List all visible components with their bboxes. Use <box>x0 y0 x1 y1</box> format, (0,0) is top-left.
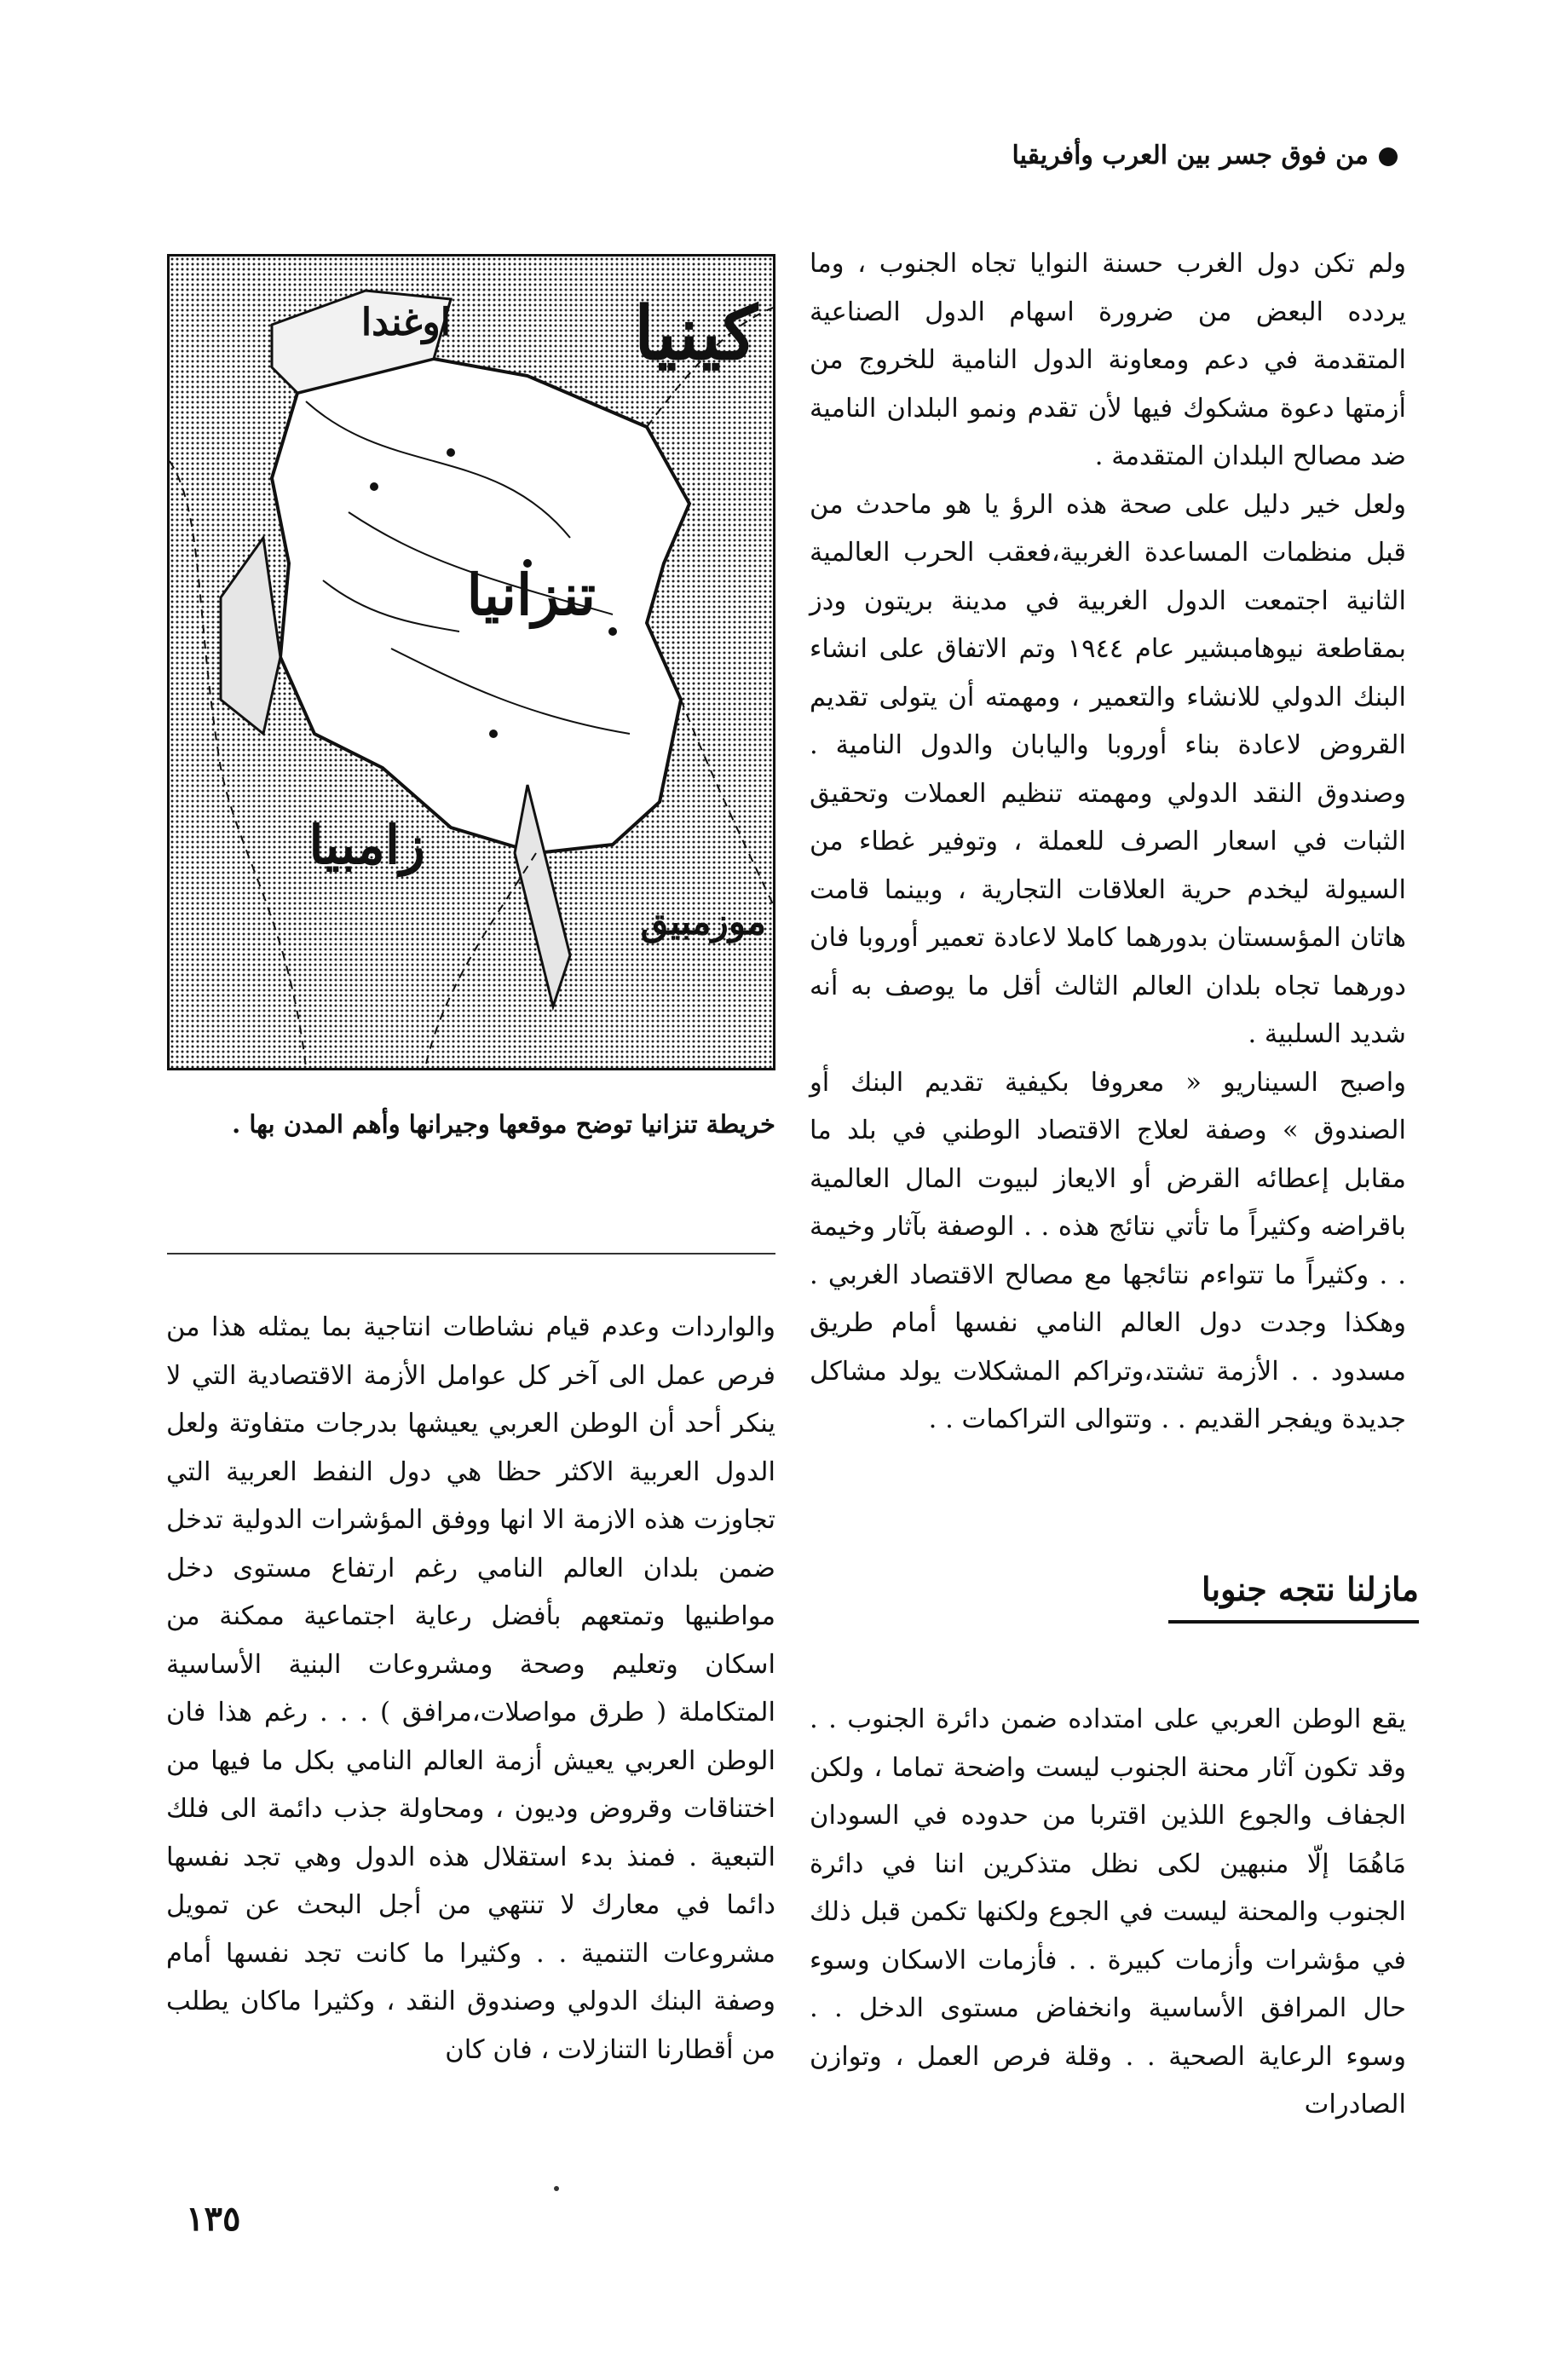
paragraph: والواردات وعدم قيام نشاطات انتاجية بما يمثله هذا من فرص عمل الى آخر كل عوامل الأزمة الاقتصادية التي لا ينكر أحد أن الوطن العربي يعيشها بدرجات متفاوتة ولعل الدول العربية الاكثر حظا هي دول النفط العربية التي تجاوزت هذه الازمة الا انها ووفق المؤشرات الدولية تدخل ضمن بلدان العالم النامي رغم ارتفاع مستوى دخل مواطنيها وتمتعهم بأفضل رعاية اجتماعية ممكنة من اسكان وتعليم وصحة ومشروعات البنية الأساسية المتكاملة ( طرق مواصلات،مرافق ) . . . رغم هذا فان الوطن العربي يعيش أزمة العالم النامي بكل ما فيها من اختناقات وقروض وديون ، ومحاولة جذب دائمة الى فلك التبعية . فمنذ بدء استقلال هذه الدول وهي تجد نفسها دائما في معارك لا تنتهي من أجل البحث عن تمويل مشروعات التنمية . . وكثيرا ما كانت تجد نفسها أمام وصفة البنك الدولي وصندوق النقد ، وكثيرا ماكان يطلب من أقطارنا التنازلات ، فان كان <box>166 1312 775 2065</box>
right-column-bottom <box>810 1696 1406 2130</box>
left-column <box>166 1304 775 2074</box>
paragraph: يقع الوطن العربي على امتداده ضمن دائرة الجنوب . . وقد تكون آثار محنة الجنوب ليست واضحة تماما ، ولكن الجفاف والجوع اللذين اقتربا من حدوده في السودان مَاهُمَا إلّا منبهين لكى نظل متذكرين اننا في دائرة الجنوب والمحنة ليست في الجوع ولكنها تكمن قبل ذلك في مؤشرات وأزمات كبيرة . . فأزمات الاسكان وسوء حال المرافق الأساسية وانخفاض مستوى الدخل . . وسوء الرعاية الصحية . . وقلة فرص العمل ، وتوازن الصادرات <box>810 1704 1406 2120</box>
page-number: ١٣٥ <box>186 2199 241 2239</box>
tanzania-map <box>167 254 775 1070</box>
right-column-top <box>810 240 1406 1445</box>
print-speck <box>554 2186 559 2191</box>
city-marker <box>489 730 498 738</box>
heading-underline <box>1168 1620 1419 1624</box>
running-header <box>1012 141 1398 170</box>
divider-line <box>167 1253 775 1254</box>
running-header-text: من فوق جسر بين العرب وأفريقيا <box>1012 141 1369 170</box>
map-label-zambia: زامبيا <box>308 814 425 876</box>
map-label-tanzania: تنزانيا <box>466 562 596 628</box>
section-heading-block <box>1163 1570 1419 1624</box>
paragraph: ولم تكن دول الغرب حسنة النوايا تجاه الجنوب ، وما يردده البعض من ضرورة اسهام الدول الصناعية المتقدمة في دعم ومعاونة الدول النامية للخروج من أزمتها دعوة مشكوك فيها لأن تقدم ونمو البلدان النامية ضد مصالح البلدان المتقدمة . <box>810 249 1406 471</box>
section-heading: مازلنا نتجه جنوبا <box>1201 1570 1419 1608</box>
map-label-uganda: اوغندا <box>360 301 451 344</box>
city-marker <box>370 482 378 491</box>
city-marker <box>447 448 455 457</box>
bullet-icon <box>1379 147 1398 166</box>
map-graphic <box>170 257 773 1068</box>
map-label-kenya: كينيا <box>634 291 758 377</box>
paragraph: ولعل خير دليل على صحة هذه الرؤ يا هو ماحدث من قبل منظمات المساعدة الغربية،فعقب الحرب العالمية الثانية اجتمعت الدول الغربية في مدينة بريتون ودز بمقاطعة نيوهامبشير عام ١٩٤٤ وتم الاتفاق على انشاء البنك الدولي للانشاء والتعمير ، ومهمته أن يتولى تقديم القروض لاعادة بناء أوروبا واليابان والدول النامية . وصندوق النقد الدولي ومهمته تنظيم العملات وتحقيق الثبات في اسعار الصرف للعملة ، وتوفير غطاء من السيولة ليخدم حرية العلاقات التجارية ، وبينما قامت هاتان المؤسستان بدورهما كاملا لاعادة تعمير أوروبا فان دورهما تجاه بلدان العالم الثالث أقل ما يوصف به أنه شديد السلبية . <box>810 489 1406 1049</box>
map-label-mozambique: موزمبيق <box>640 901 766 943</box>
paragraph: واصبح السيناريو « معروفا بكيفية تقديم البنك أو الصندوق » وصفة لعلاج الاقتصاد الوطني في بلد ما مقابل إعطائه القرض أو الايعاز لبيوت المال العالمية باقراضه وكثيراً ما تأتي نتائج هذه . . الوصفة بآثار وخيمة . . وكثيراً ما تتواءم نتائجها مع مصالح الاقتصاد الغربي . وهكذا وجدت دول العالم النامي نفسها أمام طريق مسدود . . الأزمة تشتد،وتراكم المشكلات يولد مشاكل جديدة ويفجر القديم . . وتتوالى التراكمات . . <box>810 1067 1406 1434</box>
city-marker <box>608 627 617 636</box>
map-caption: خريطة تنزانيا توضح موقعها وجيرانها وأهم المدن بها . <box>232 1110 775 1139</box>
